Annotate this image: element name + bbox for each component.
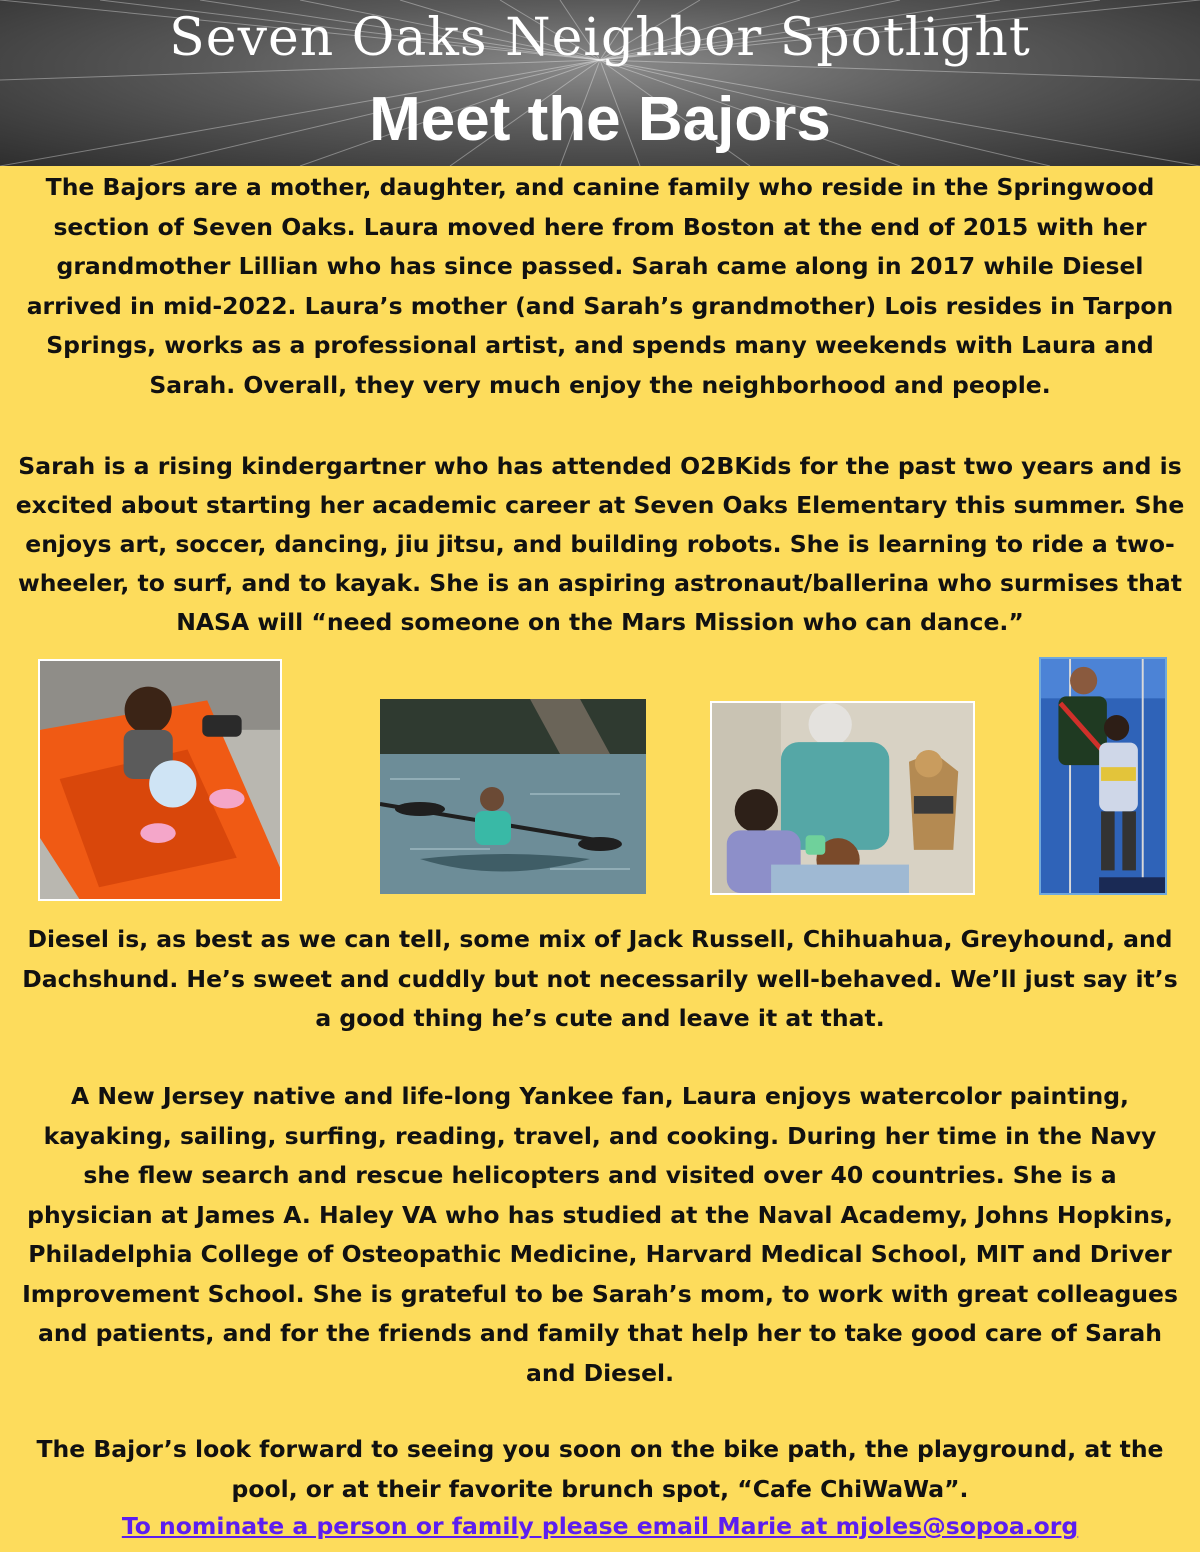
photo-woman-kayaking [380,699,646,894]
intro-paragraph: The Bajors are a mother, daughter, and canine family who reside in the Springwood section of Seven Oaks. Laura moved here from Boston at the end of 2015 with her grandmother Lillian who has since passed. Sarah came along in 2017 while Diesel arrived in mid-2022. Laura’s mother (and Sarah’s grandmother) Lois resides in Tarpon Springs, works as a professional artist, and spends many weekends with Laura and Sarah. Overall, they very much enjoy the neighborhood and people. [26,173,1174,399]
closing-paragraph: The Bajor’s look forward to seeing you soon on the bike path, the playground, at the pool, or at their favorite brunch spot, “Cafe ChiWaWa”. [36,1435,1164,1503]
header-banner [0,0,1200,166]
diesel-paragraph: Diesel is, as best as we can tell, some mix of Jack Russell, Chihuahua, Greyhound, and Dachshund. He’s sweet and cuddly but not necessarily well-behaved. We’ll just say it’s a good thing he’s cute and leave it at that. [22,925,1178,1032]
sarah-paragraph: Sarah is a rising kindergartner who has attended O2BKids for the past two years and is excited about starting her academic career at Seven Oaks Elementary this summer. She enjoys art, soccer, dancing, jiu jitsu, and building robots. She is learning to ride a two-wheeler, to surf, and to kayak. She is an aspiring astronaut/ballerina who surmises that NASA will “need someone on the Mars Mission who can dance.” [15,452,1185,636]
photo-climbing-harness [1039,657,1167,895]
nominate-email-link[interactable]: To nominate a person or family please email Marie at mjoles@sopoa.org [121,1512,1079,1540]
page-title: Meet the Bajors [369,85,831,154]
photo-child-orange-kayak [38,659,282,901]
photo-vet-exam-with-dog [710,701,975,895]
laura-paragraph: A New Jersey native and life-long Yankee fan, Laura enjoys watercolor painting, kayaking, sailing, surfing, reading, travel, and cooking. During her time in the Navy she flew search and rescue helicopters and visited over 40 countries. She is a physician at James A. Haley VA who has studied at the Naval Academy, Johns Hopkins, Philadelphia College of Osteopathic Medicine, Harvard Medical School, MIT and Driver Improvement School. She is grateful to be Sarah’s mom, to work with great colleagues and patients, and for the friends and family that help her to take good care of Sarah and Diesel. [22,1082,1178,1387]
series-title: Seven Oaks Neighbor Spotlight [169,8,1031,68]
